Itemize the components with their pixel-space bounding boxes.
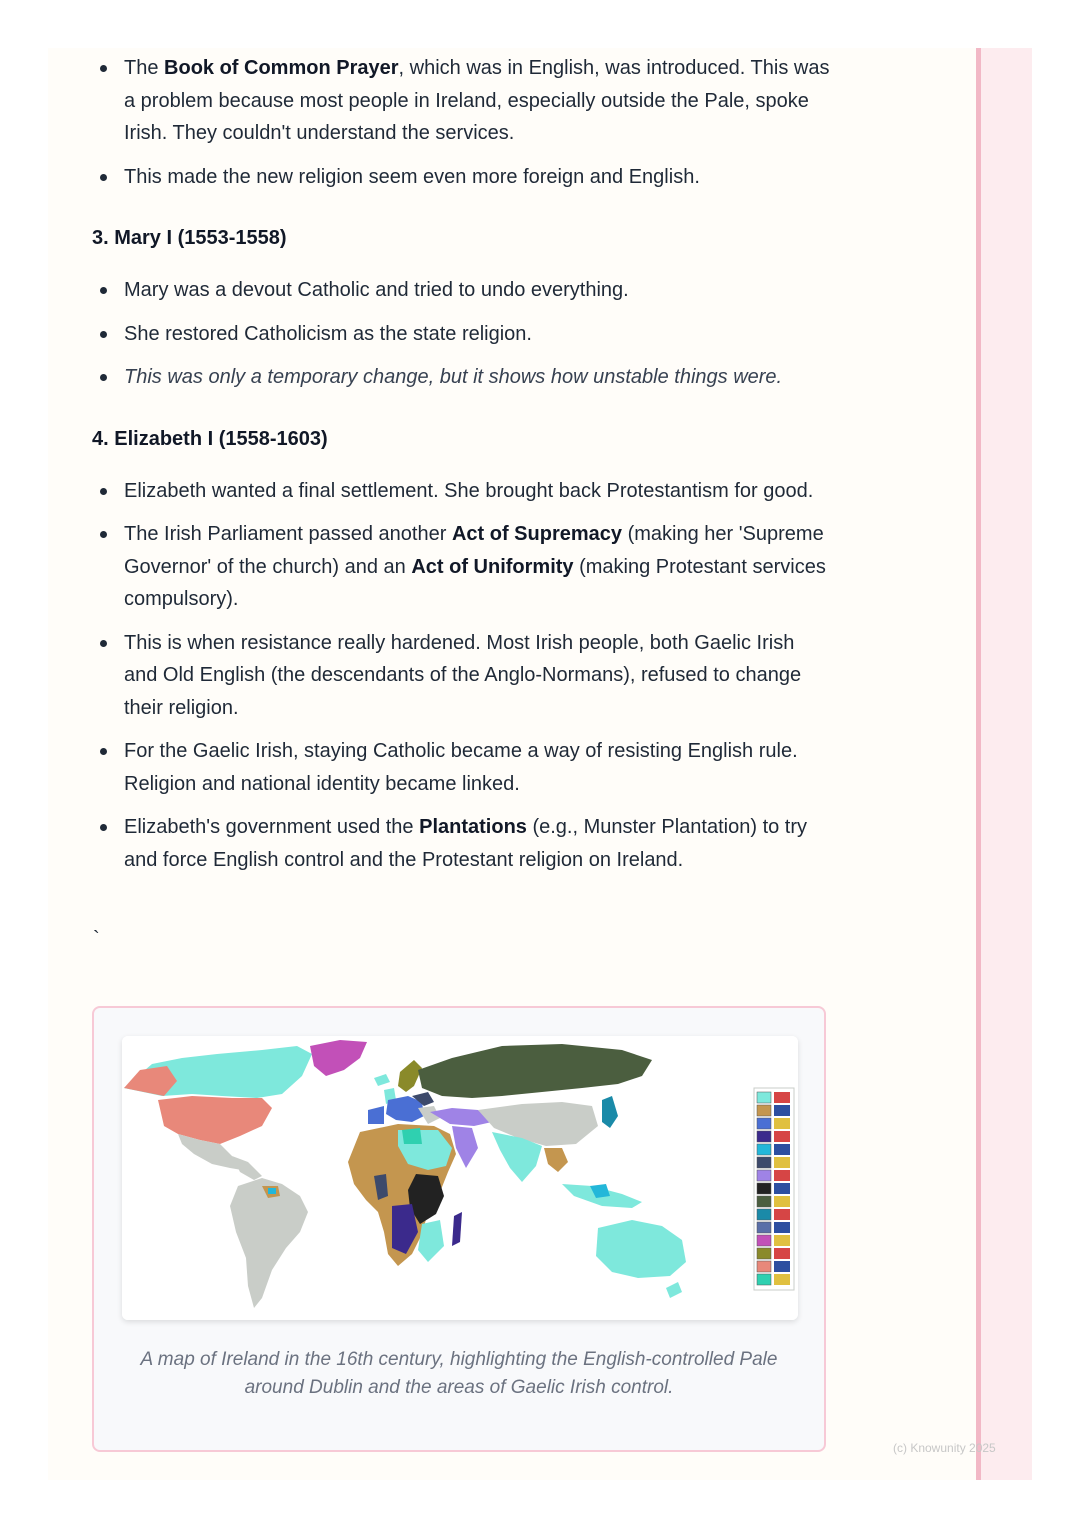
legend-swatch	[757, 1274, 771, 1285]
stray-backtick: `	[93, 928, 100, 950]
list-item: She restored Catholicism as the state religion.	[92, 318, 832, 351]
list-item: This was only a temporary change, but it shows how unstable things were.	[92, 361, 832, 394]
legend-flag-icon	[774, 1183, 790, 1194]
legend-flag-icon	[774, 1157, 790, 1168]
legend-swatch	[757, 1092, 771, 1103]
list-item: Elizabeth's government used the Plantations (e.g., Munster Plantation) to try and force English control and the Protestant religion on Ireland.	[92, 811, 832, 876]
figure-container	[92, 1006, 826, 1452]
list-item: For the Gaelic Irish, staying Catholic became a way of resisting English rule. Religion and national identity became linked.	[92, 735, 832, 800]
bold-term: Act of Supremacy	[451, 523, 623, 545]
legend-flag-icon	[774, 1144, 790, 1155]
legend-swatch	[757, 1196, 771, 1207]
elizabeth-bullet-list	[92, 475, 832, 877]
legend-swatch	[757, 1235, 771, 1246]
bold-term: Plantations	[419, 816, 527, 838]
legend-flag-icon	[774, 1248, 790, 1259]
legend-flag-icon	[774, 1196, 790, 1207]
legend-flag-icon	[774, 1105, 790, 1116]
legend-flag-icon	[774, 1209, 790, 1220]
legend-flag-icon	[774, 1118, 790, 1129]
legend-swatch	[757, 1118, 771, 1129]
edward-bullet-list	[92, 52, 832, 193]
section-heading: 4. Elizabeth I (1558-1603)	[92, 427, 328, 450]
legend-swatch	[757, 1105, 771, 1116]
bold-term: Book of Common Prayer	[164, 57, 399, 79]
margin-rule	[976, 48, 981, 1480]
legend-flag-icon	[774, 1235, 790, 1246]
list-item: This is when resistance really hardened. Most Irish people, both Gaelic Irish and Old English (the descendants of the Anglo-Normans), refused to change their religion.	[92, 627, 832, 725]
world-map-illustration	[122, 1036, 798, 1320]
legend-flag-icon	[774, 1274, 790, 1285]
section-heading: 3. Mary I (1553-1558)	[92, 227, 287, 249]
legend-swatch	[757, 1131, 771, 1142]
list-item: The Irish Parliament passed another Act of Supremacy (making her 'Supreme Governor' of the church) and an Act of Uniformity (making Protestant services compulsory).	[92, 518, 832, 616]
legend-flag-icon	[774, 1131, 790, 1142]
list-item: Elizabeth wanted a final settlement. She brought back Protestantism for good.	[92, 475, 832, 508]
legend-swatch	[757, 1209, 771, 1220]
list-item: Mary was a devout Catholic and tried to undo everything.	[92, 274, 832, 307]
legend-swatch	[757, 1248, 771, 1259]
legend-swatch	[757, 1261, 771, 1272]
list-item: This made the new religion seem even more foreign and English.	[92, 161, 832, 194]
list-item: The Book of Common Prayer, which was in English, was introduced. This was a problem because most people in Ireland, especially outside the Pale, spoke Irish. They couldn't understand the services.	[92, 52, 832, 150]
mary-bullet-list	[92, 274, 832, 394]
legend-flag-icon	[774, 1261, 790, 1272]
copyright-footer: (c) Knowunity 2025	[893, 1441, 996, 1455]
page-margin	[976, 48, 1032, 1480]
figure-caption: A map of Ireland in the 16th century, highlighting the English-controlled Pale around Dublin and the areas of Gaelic Irish control.	[140, 1349, 778, 1398]
legend-swatch	[757, 1170, 771, 1181]
document-content	[92, 52, 832, 887]
legend-swatch	[757, 1222, 771, 1233]
bold-term: Act of Uniformity	[411, 555, 574, 578]
legend-flag-icon	[774, 1170, 790, 1181]
legend-swatch	[757, 1183, 771, 1194]
legend-flag-icon	[774, 1092, 790, 1103]
world-map-image	[122, 1036, 798, 1320]
legend-flag-icon	[774, 1222, 790, 1233]
legend-swatch	[757, 1157, 771, 1168]
legend-swatch	[757, 1144, 771, 1155]
